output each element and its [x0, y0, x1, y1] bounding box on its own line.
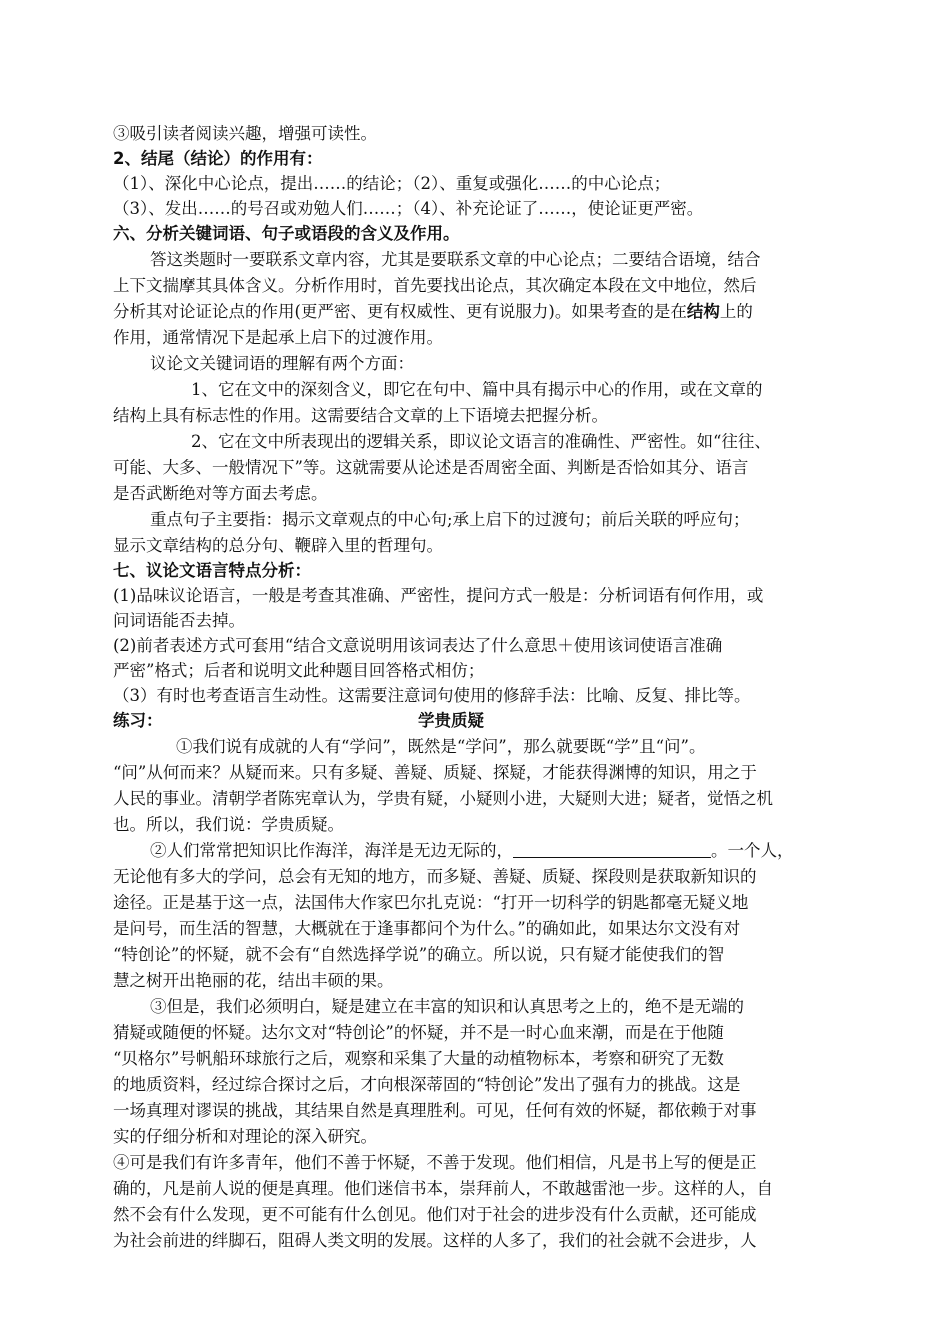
text-line: 确的，凡是前人说的便是真理。他们迷信书本，崇拜前人，不敢越雷池一步。这样的人，自 — [113, 1179, 773, 1198]
text-line: 途径。正是基于这一点，法国伟大作家巴尔扎克说：“打开一切科学的钥匙都毫无疑义地 — [113, 893, 749, 912]
text-segment: 分析其对论证论点的作用(更严密、更有权威性、更有说服力)。如果考查的是在 — [113, 302, 687, 321]
text-line: 慧之树开出艳丽的花，结出丰硕的果。 — [113, 971, 394, 990]
text-line: ④可是我们有许多青年，他们不善于怀疑，不善于发现。他们相信，凡是书上写的便是正 — [113, 1153, 757, 1172]
text-line: (1)品味议论语言，一般是考查其准确、严密性，提问方式一般是：分析词语有何作用，或 — [113, 586, 764, 605]
text-line — [113, 300, 837, 324]
text-line: 2、它在文中所表现出的逻辑关系，即议论文语言的准确性、严密性。如“往往、 — [191, 432, 771, 451]
bold-word: 结构 — [686, 302, 720, 321]
text-line: 然不会有什么发现，更不可能有什么创见。他们对于社会的进步没有什么贡献，还可能成 — [113, 1205, 757, 1224]
text-line: “特创论”的怀疑，就不会有“自然选择学说”的确立。所以说，只有疑才能使我们的智 — [113, 945, 725, 964]
text-line: 是问号，而生活的智慧，大概就在于逢事都问个为什么。”的确如此，如果达尔文没有对 — [113, 919, 741, 938]
text-line: 猜疑或随便的怀疑。达尔文对“特创论”的怀疑，并不是一时心血来潮，而是在于他随 — [113, 1023, 724, 1042]
text-line: 上下文揣摩其具体含义。分析作用时，首先要找出论点，其次确定本段在文中地位，然后 — [113, 276, 757, 295]
text-line: 问词语能否去掉。 — [113, 611, 245, 630]
text-line: 的地质资料，经过综合探讨之后，才向根深蒂固的“特创论”发出了强有力的挑战。这是 — [113, 1075, 741, 1094]
text-line: 可能、大多、一般情况下”等。这就需要从论述是否周密全面、判断是否恰如其分、语言 — [113, 458, 749, 477]
text-segment: 。一个人， — [711, 841, 794, 860]
text-line: ③但是，我们必须明白，疑是建立在丰富的知识和认真思考之上的，绝不是无端的 — [150, 997, 744, 1016]
text-line: 作用，通常情况下是起承上启下的过渡作用。 — [113, 328, 443, 347]
passage-title: 学贵质疑 — [418, 711, 484, 730]
text-line: 为社会前进的绊脚石，阻碍人类文明的发展。这样的人多了，我们的社会就不会进步，人 — [113, 1231, 757, 1250]
text-line: 实的仔细分析和对理论的深入研究。 — [113, 1127, 377, 1146]
text-line: （3）、发出……的号召或劝勉人们……；（4）、补充论证了……，使论证更严密。 — [113, 199, 704, 218]
text-line: 是否武断绝对等方面去考虑。 — [113, 484, 328, 503]
text-line: ①我们说有成就的人有“学问”，既然是“学问”，那么就要既“学”且“问”。 — [176, 737, 706, 756]
text-line: （3）有时也考查语言生动性。这需要注意词句使用的修辞手法：比喻、反复、排比等。 — [113, 686, 751, 705]
text-line: 1、它在文中的深刻含义，即它在句中、篇中具有揭示中心的作用，或在文章的 — [191, 380, 763, 399]
exercise-label: 练习： — [113, 711, 163, 730]
text-line: 显示文章结构的总分句、鞭辟入里的哲理句。 — [113, 536, 443, 555]
text-line: ③吸引读者阅读兴趣，增强可读性。 — [113, 124, 377, 143]
text-segment: ②人们常常把知识比作海洋，海洋是无边无际的， — [150, 841, 513, 860]
text-line: 严密”格式；后者和说明文此种题目回答格式相仿； — [113, 661, 485, 680]
section-heading-seven: 七、议论文语言特点分析： — [113, 561, 311, 580]
text-line: “贝格尔”号帆船环球旅行之后，观察和采集了大量的动植物标本，考察和研究了无数 — [113, 1049, 724, 1068]
text-line: 议论文关键词语的理解有两个方面： — [150, 354, 414, 373]
text-line: （1）、深化中心论点，提出……的结论；（2）、重复或强化……的中心论点； — [113, 174, 671, 193]
text-line: 无论他有多大的学问，总会有无知的地方，而多疑、善疑、质疑、探段则是获取新知识的 — [113, 867, 757, 886]
text-line: 一场真理对谬误的挑战，其结果自然是真理胜利。可见，任何有效的怀疑，都依赖于对事 — [113, 1101, 757, 1120]
text-line — [150, 839, 837, 863]
section-heading-six: 六、分析关键词语、句子或语段的含义及作用。 — [113, 224, 460, 243]
text-line: 人民的事业。清朝学者陈宪章认为，学贵有疑，小疑则小进，大疑则大进；疑者，觉悟之机 — [113, 789, 773, 808]
text-line: 也。所以，我们说：学贵质疑。 — [113, 815, 344, 834]
text-line: (2)前者表述方式可套用“结合文意说明用该词表达了什么意思＋使用该词使语言准确 — [113, 636, 723, 655]
text-line: 答这类题时一要联系文章内容，尤其是要联系文章的中心论点；二要结合语境，结合 — [150, 250, 761, 269]
text-line: “问”从何而来？从疑而来。只有多疑、善疑、质疑、探疑，才能获得渊博的知识，用之于 — [113, 763, 757, 782]
text-line: 结构上具有标志性的作用。这需要结合文章的上下语境去把握分析。 — [113, 406, 608, 425]
text-line: 重点句子主要指：揭示文章观点的中心句;承上启下的过渡句；前后关联的呼应句； — [150, 510, 750, 529]
fill-in-blank[interactable] — [513, 840, 711, 858]
text-segment: 上的 — [719, 302, 753, 321]
subheading-conclusion-role: 2、结尾（结论）的作用有： — [113, 149, 323, 168]
